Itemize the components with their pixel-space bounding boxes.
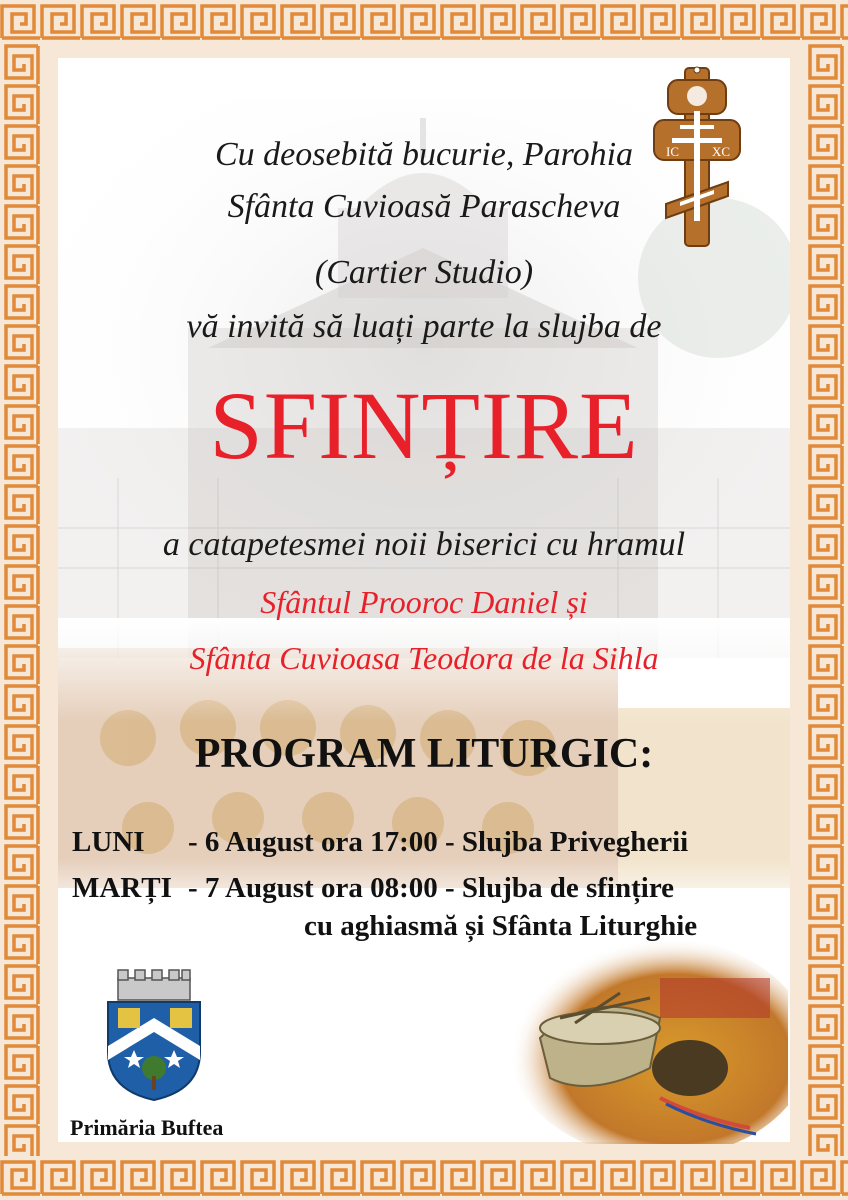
- holy-water-bowl-image: [500, 928, 788, 1144]
- schedule-day-1: LUNI: [72, 826, 145, 858]
- schedule-details-2: - 7 August ora 08:00 - Slujba de sfințire: [188, 872, 675, 904]
- town-hall-label: Primăria Buftea: [70, 1115, 224, 1140]
- main-title: SFINȚIRE: [209, 372, 639, 479]
- saint-line-2: Sfânta Cuvioasa Teodora de la Sihla: [189, 640, 659, 676]
- svg-text:IC: IC: [666, 144, 679, 159]
- svg-text:XC: XC: [712, 144, 731, 159]
- subtitle: a catapetesmei noii biserici cu hramul: [162, 526, 686, 563]
- greek-key-border-top: [0, 0, 848, 44]
- intro-line-1: Cu deosebită bucurie, Parohia: [214, 136, 634, 173]
- schedule-details-1: - 6 August ora 17:00 - Slujba Privegherii: [188, 826, 689, 858]
- schedule-continuation: cu aghiasmă și Sfânta Liturghie: [304, 910, 698, 942]
- greek-key-border-bottom: [0, 1156, 848, 1200]
- saint-line-1: Sfântul Prooroc Daniel și: [260, 584, 588, 620]
- intro-line-4: vă invită să luați parte la slujba de: [186, 308, 662, 345]
- intro-line-3: (Cartier Studio): [314, 254, 534, 291]
- schedule-day-2: MARȚI: [72, 872, 172, 904]
- program-heading: PROGRAM LITURGIC:: [194, 731, 654, 777]
- buftea-coat-of-arms-icon: [104, 968, 204, 1102]
- intro-line-2: Sfânta Cuvioasă Parascheva: [227, 188, 621, 225]
